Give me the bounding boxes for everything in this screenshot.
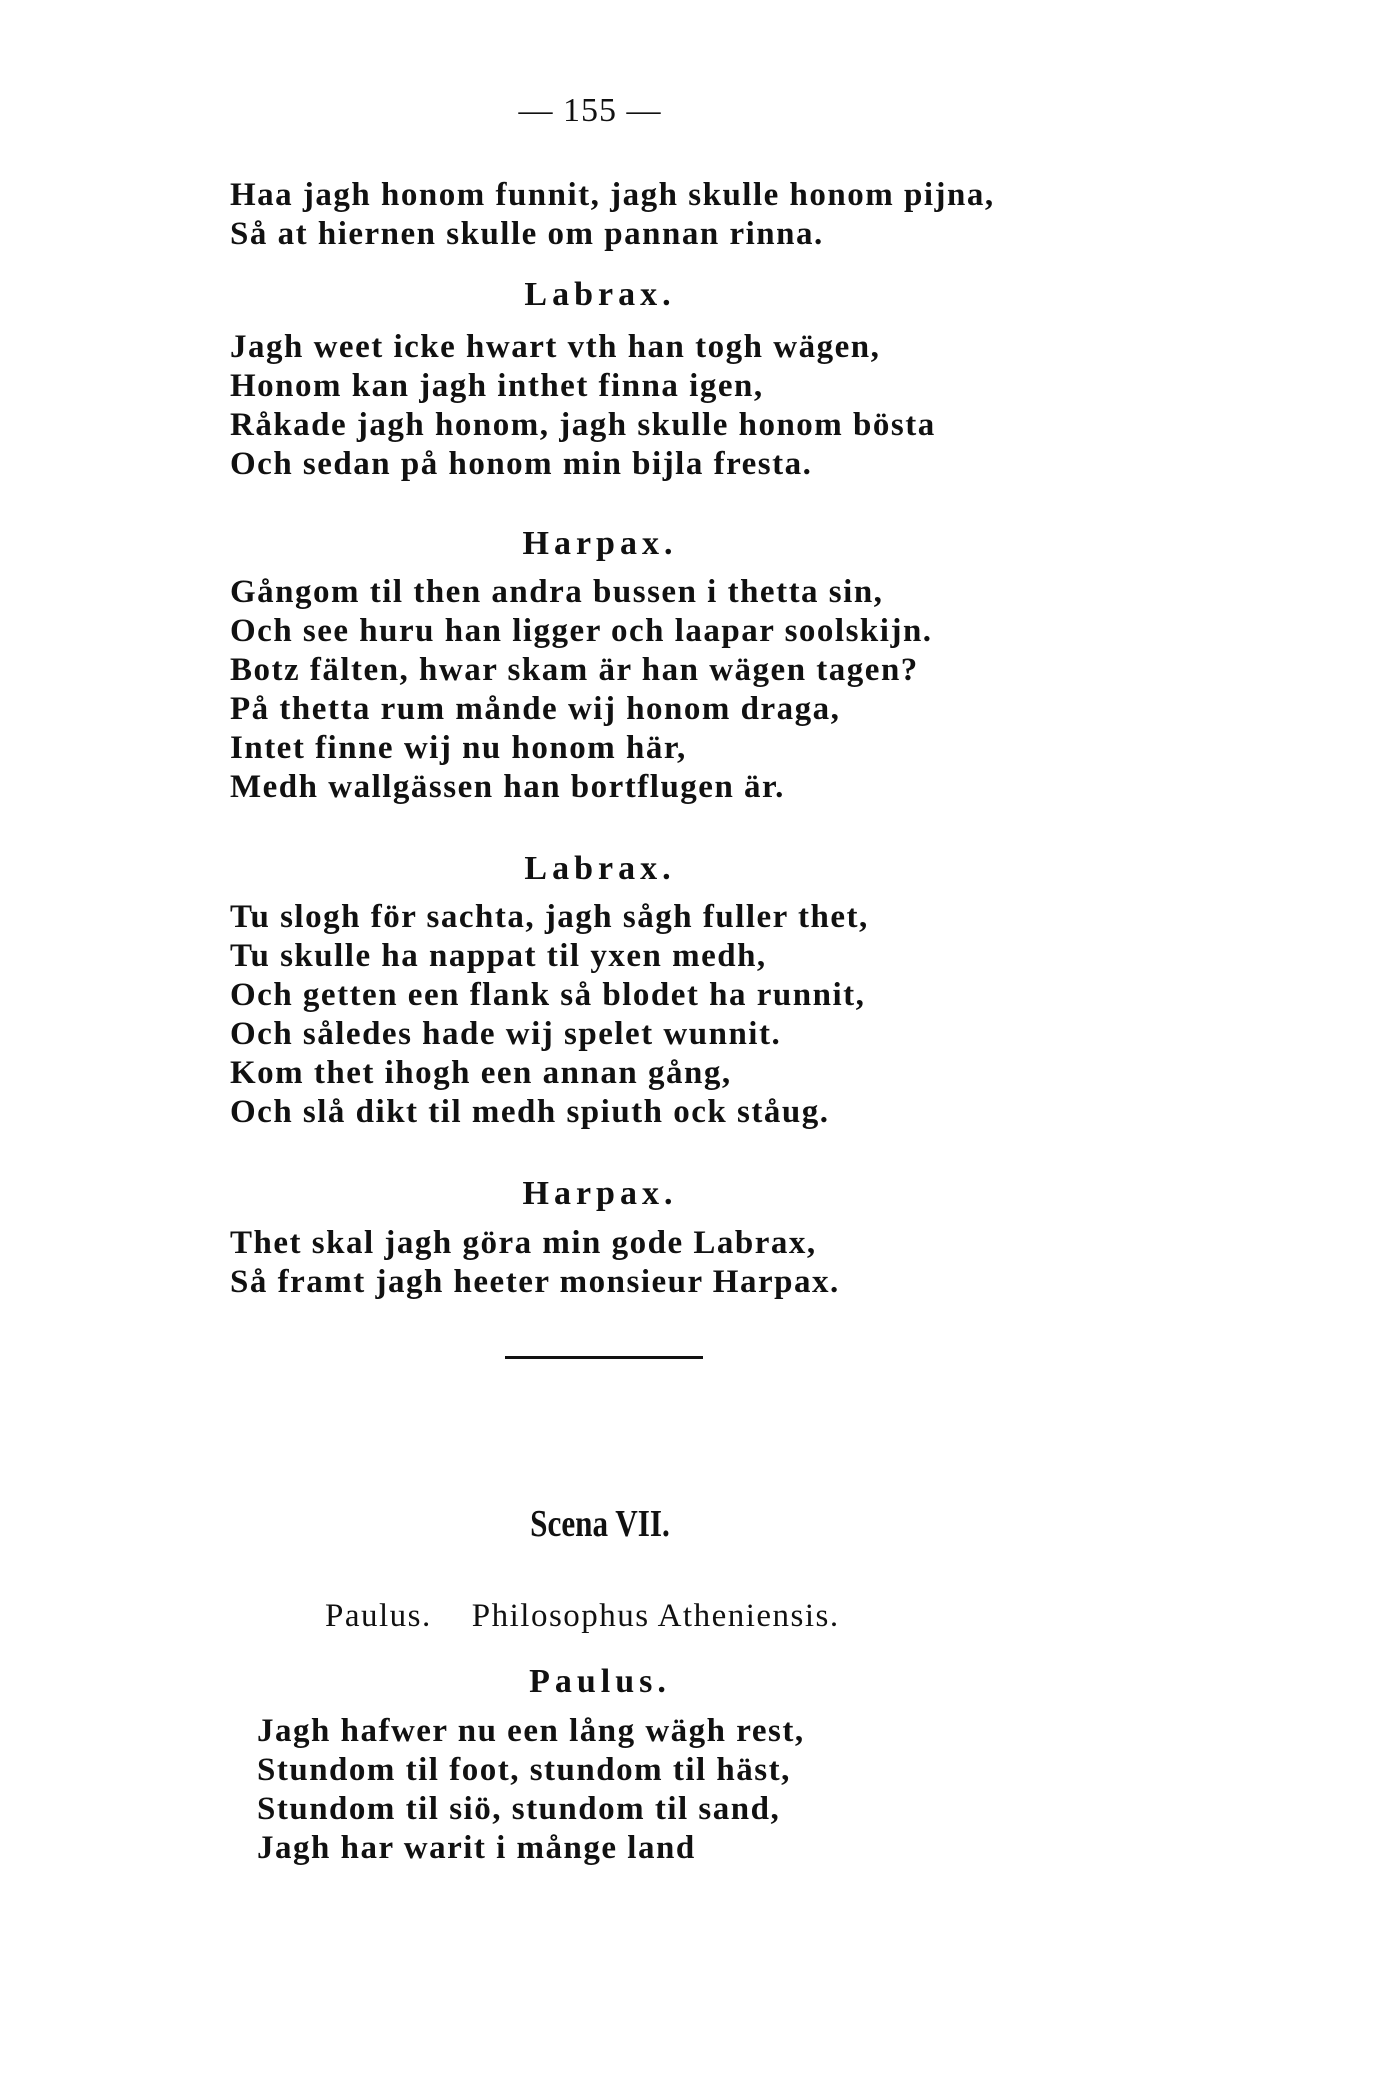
verse-line: På thetta rum månde wij honom draga, [230,691,841,727]
verse-block-1 [230,176,1090,254]
cast-member: Philosophus Atheniensis. [471,1598,840,1634]
verse-line: Och således hade wij spelet wunnit. [230,1016,782,1052]
scene-title: Scena VII. [530,1503,670,1545]
verse-line: Stundom til foot, stundom til häst, [257,1752,791,1788]
speaker-heading-harpax: Harpax. [522,525,678,562]
verse-block-5 [230,1224,1090,1302]
verse-line: Så at hiernen skulle om pannan rinna. [230,216,824,252]
scene-cast [325,1598,1125,1635]
speaker-heading-paulus: Paulus. [529,1663,671,1700]
verse-line: Tu skulle ha nappat til yxen medh, [230,938,767,974]
verse-line: Jagh weet icke hwart vth han togh wägen, [230,329,881,365]
verse-block-6 [257,1712,1117,1868]
verse-line: Intet finne wij nu honom här, [230,730,687,766]
verse-line: Och slå dikt til medh spiuth ock ståug. [230,1094,830,1130]
verse-line: Råkade jagh honom, jagh skulle honom bösta [230,407,936,443]
verse-line: Medh wallgässen han bortflugen är. [230,769,785,805]
verse-line: Gångom til then andra bussen i thetta sin, [230,574,884,610]
verse-line: Jagh hafwer nu een lång wägh rest, [257,1713,805,1749]
verse-line: Jagh har warit i månge land [257,1830,696,1866]
verse-block-3 [230,573,1090,807]
verse-line: Så framt jagh heeter monsieur Harpax. [230,1264,840,1300]
verse-block-2 [230,328,1090,484]
verse-line: Och getten een flank så blodet ha runnit, [230,977,866,1013]
section-divider [505,1356,703,1359]
verse-line: Stundom til siö, stundom til sand, [257,1791,781,1827]
verse-line: Kom thet ihogh een annan gång, [230,1055,732,1091]
verse-line: Honom kan jagh inthet finna igen, [230,368,764,404]
verse-line: Och sedan på honom min bijla fresta. [230,446,813,482]
verse-line: Och see huru han ligger och laapar soolskijn. [230,613,933,649]
verse-line: Haa jagh honom funnit, jagh skulle honom pijna, [230,177,995,213]
verse-line: Thet skal jagh göra min gode Labrax, [230,1225,817,1261]
speaker-heading-labrax: Labrax. [524,850,676,887]
speaker-heading-harpax: Harpax. [522,1175,678,1212]
page-number: — 155 — [518,92,662,129]
verse-block-4 [230,898,1090,1132]
cast-member: Paulus. [325,1598,432,1634]
verse-line: Botz fälten, hwar skam är han wägen tagen? [230,652,919,688]
verse-line: Tu slogh för sachta, jagh sågh fuller thet, [230,899,869,935]
speaker-heading-labrax: Labrax. [524,276,676,313]
